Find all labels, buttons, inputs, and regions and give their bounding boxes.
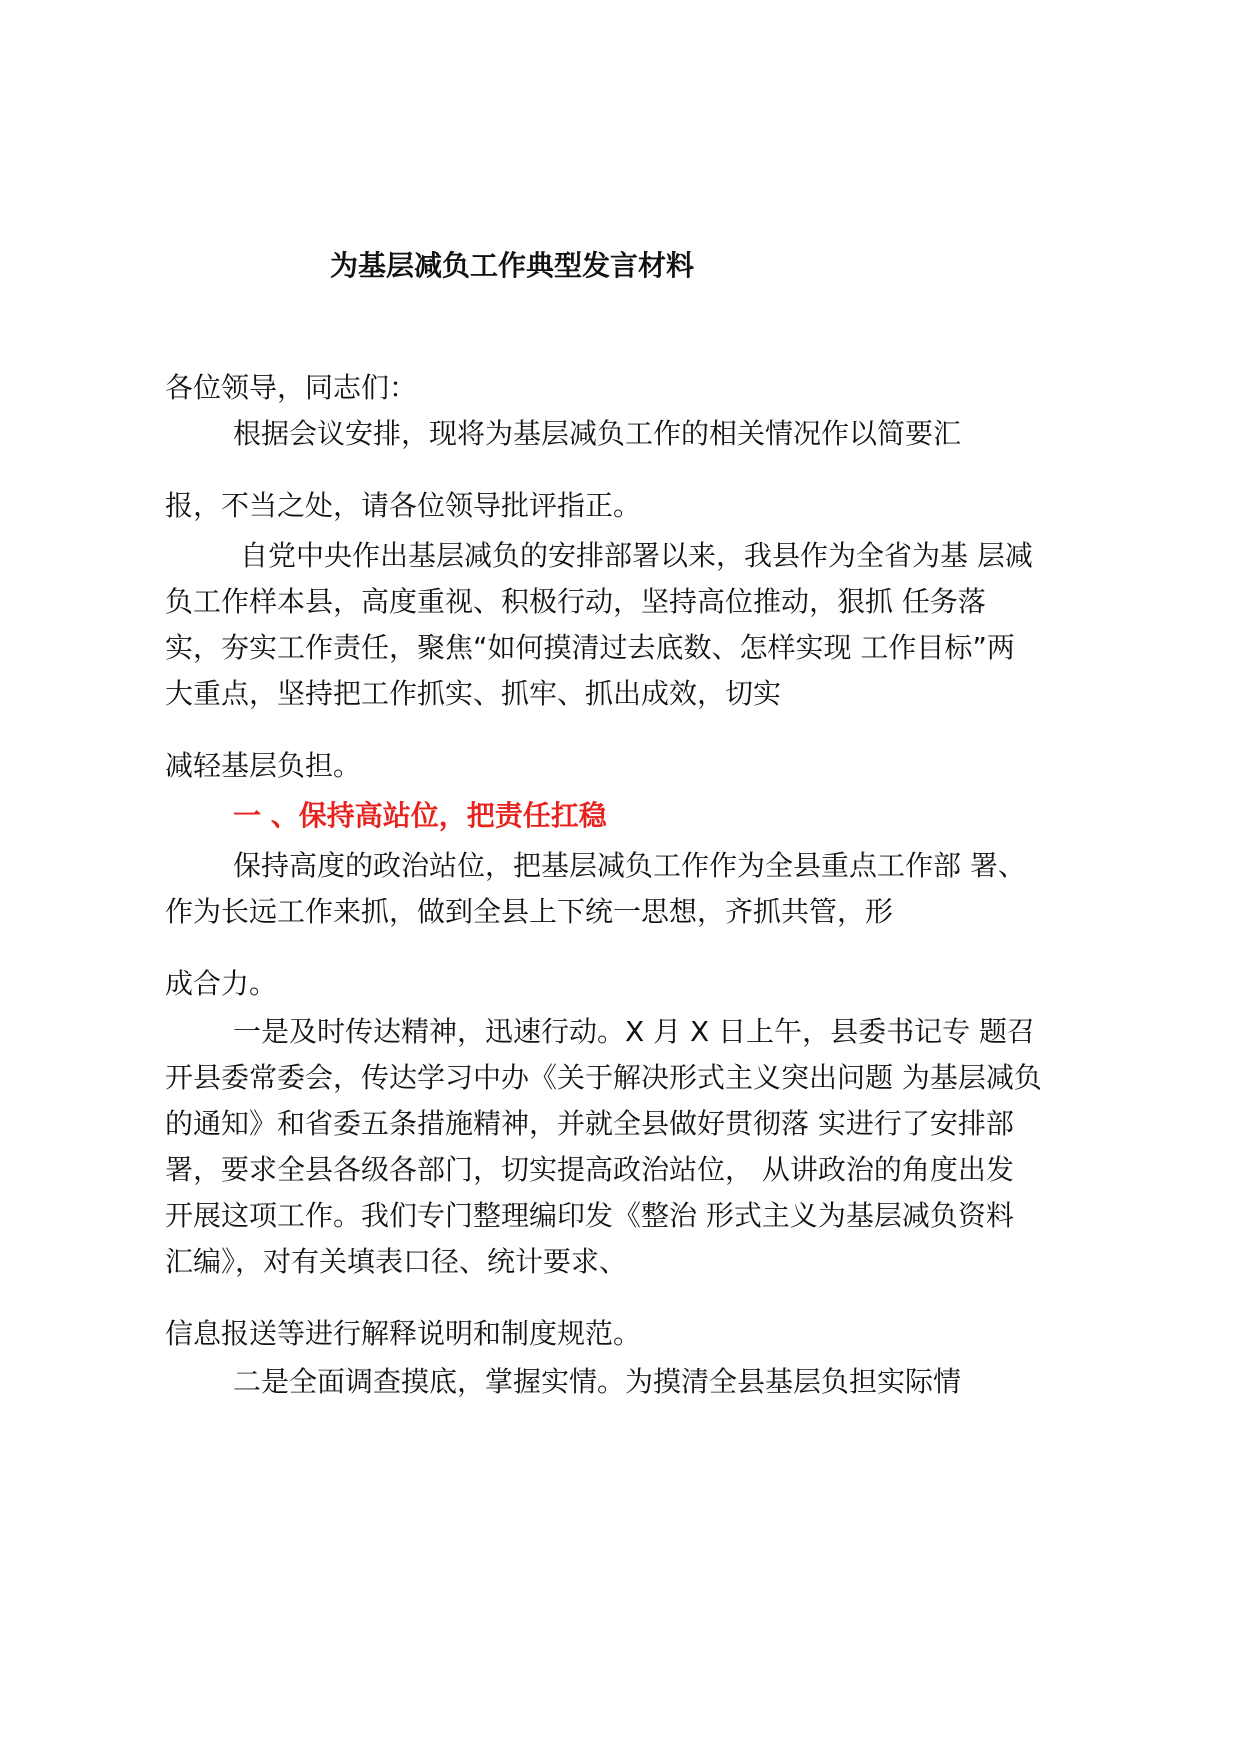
paragraph-line: 开展这项工作。我们专门整理编印发《整治 形式主义为基层减负资料 xyxy=(165,1199,1014,1232)
paragraph-line: 减轻基层负担。 xyxy=(165,749,362,782)
paragraph-line: 负工作样本县，高度重视、积极行动，坚持高位推动，狠抓 任务落 xyxy=(165,585,986,618)
paragraph-line: 实，夯实工作责任，聚焦“如何摸清过去底数、怎样实现 工作目标”两 xyxy=(165,631,1015,664)
paragraph-line: 一是及时传达精神，迅速行动。X 月 X 日上午，县委书记专 题召 xyxy=(233,1015,1035,1048)
paragraph-line: 开县委常委会，传达学习中办《关于解决形式主义突出问题 为基层减负 xyxy=(165,1061,1042,1094)
paragraph-line: 大重点，坚持把工作抓实、抓牢、抓出成效，切实 xyxy=(165,677,782,710)
paragraph-line: 自党中央作出基层减负的安排部署以来，我县作为全省为基 层减 xyxy=(240,539,1033,572)
paragraph-line: 作为长远工作来抓，做到全县上下统一思想，齐抓共管，形 xyxy=(165,895,894,928)
paragraph-line: 成合力。 xyxy=(165,967,278,1000)
paragraph-line: 二是全面调查摸底，掌握实情。为摸清全县基层负担实际情 xyxy=(233,1365,962,1398)
paragraph-line: 汇编》，对有关填表口径、统计要求、 xyxy=(165,1245,628,1278)
document-title: 为基层减负工作典型发言材料 xyxy=(330,249,695,282)
paragraph-line: 署，要求全县各级各部门，切实提高政治站位， 从讲政治的角度出发 xyxy=(165,1153,1014,1186)
salutation: 各位领导，同志们： xyxy=(165,371,418,404)
paragraph-line: 根据会议安排，现将为基层减负工作的相关情况作以简要汇 xyxy=(233,417,962,450)
paragraph-line: 的通知》和省委五条措施精神，并就全县做好贯彻落 实进行了安排部 xyxy=(165,1107,1014,1140)
paragraph-line: 信息报送等进行解释说明和制度规范。 xyxy=(165,1317,642,1350)
paragraph-line: 报，不当之处，请各位领导批评指正。 xyxy=(165,489,642,522)
paragraph-line: 保持高度的政治站位，把基层减负工作作为全县重点工作部 署、 xyxy=(233,849,1026,882)
section-heading: 一 、保持高站位，把责任扛稳 xyxy=(233,799,607,832)
